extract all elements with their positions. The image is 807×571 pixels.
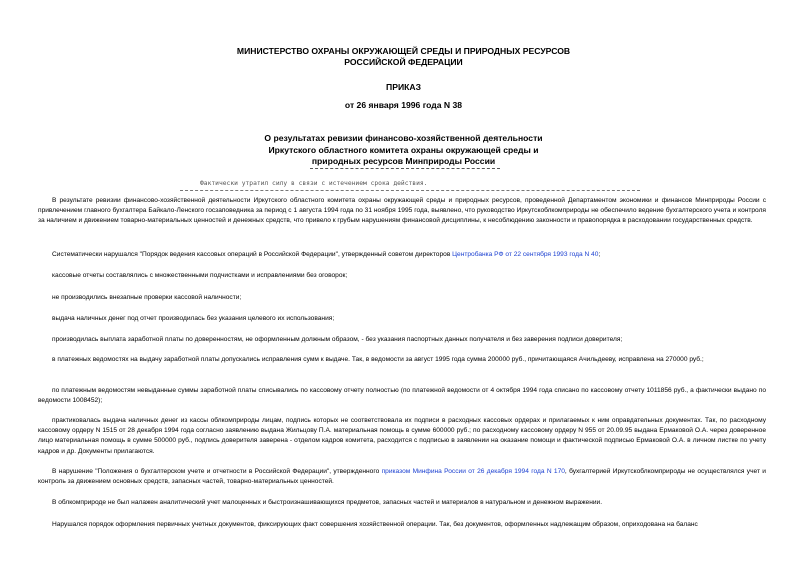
paragraph-12: Нарушался порядок оформления первичных учетных документов, фиксирующих факт совершения хозяйственной операции. Так, без документов, оформленных надлежащим образом, оприходована на баланс — [52, 521, 698, 528]
ministry-title — [0, 46, 807, 68]
document-subject — [0, 133, 807, 168]
ministry-line-1: МИНИСТЕРСТВО ОХРАНЫ ОКРУЖАЮЩЕЙ СРЕДЫ И ПРИРОДНЫХ РЕСУРСОВ — [236, 46, 571, 56]
document-date: от 26 января 1996 года N 38 — [344, 100, 463, 110]
status-note: Фактически утратил силу в связи с истечением срока действия. — [200, 180, 428, 187]
document-type: ПРИКАЗ — [386, 82, 421, 92]
paragraph-6: производилась выплата заработной платы по доверенностям, не оформленным должным образом, - без указания паспортных данных получателя и без заверения подписи доверителя; — [52, 336, 623, 343]
subject-line-3: природных ресурсов Минприроды России — [311, 156, 496, 166]
note-divider — [180, 190, 640, 191]
paragraph-8: по платежным ведомостям невыданные суммы заработной платы списывались по кассовому отчету полностью (по платежной ведомости от 4 октября 1994 года списано по кассовому отчету 1011856 руб., а фактически выдано по ведомости 1008452); — [38, 387, 766, 405]
paragraph-11: В облкомприроде не был налажен аналитический учет малоценных и быстроизнашивающихся предметов, запасных частей и материалов в натуральном и денежном выражении. — [52, 499, 603, 506]
paragraph-10-text: В нарушение "Положения о бухгалтерском учете и отчетности в Российской Федерации", утвержденного — [52, 468, 382, 475]
subject-line-1: О результатах ревизии финансово-хозяйственной деятельности — [264, 133, 543, 143]
paragraph-2-end: ; — [598, 251, 601, 258]
ministry-line-2: РОССИЙСКОЙ ФЕДЕРАЦИИ — [344, 57, 463, 67]
link-minfin-order[interactable]: приказом Минфина России от 26 декабря 1994 года N 170 — [381, 468, 565, 475]
subject-divider — [310, 168, 500, 171]
paragraph-5: выдача наличных денег под отчет производилась без указания целевого их использования; — [52, 315, 335, 322]
paragraph-4: не производились внезапные проверки кассовой наличности; — [52, 294, 242, 301]
paragraph-1: В результате ревизии финансово-хозяйственной деятельности Иркутского областного комитета охраны окружающей среды и природных ресурсов, проведенной Департаментом экономики и финансов Минприроды России с привлечением главного бухгалтера Байкало-Ленского госзаповедника за период с 1 августа 1994 года по 31 ноября 1995 года, выявлено, что руководство Иркутскоблкомприроды не обеспечило ведение бухгалтерского учета и контроля за наличием и движением товарно-материальных ценностей и денежных средств, что привело к грубым нарушениям финансовой дисциплины, к несоблюдению законности и правопорядка в расходовании государственных средств. — [38, 197, 766, 225]
paragraph-9: практиковалась выдача наличных денег из кассы облкомприроды лицам, подпись которых не соответствовала их подписи в расходных кассовых ордерах и прилагаемых к ним оправдательных документах. Так, по расходному кассовому ордеру N 1515 от 28 декабря 1994 года согласно заявлению выдана Жильцову П.А. материальная помощь в сумме 600000 руб.; по расходному кассовому ордеру N 955 от 20.09.95 выдана Ермаковой О.А. через доверенное лицо материальная помощь в сумме 500000 руб., подпись доверителя заверена - отделом кадров комитета, расходится с подписью в заявлении на оказание помощи и фактической подписью Ермаковой О.А. в личном листке по учету кадров и др. Документы прилагаются. — [38, 417, 766, 455]
paragraph-3: кассовые отчеты составлялись с множественными подчистками и исправлениями без оговорок; — [52, 272, 348, 279]
subject-line-2: Иркутского областного комитета охраны окружающей среды и — [268, 144, 539, 155]
paragraph-10 — [38, 467, 766, 487]
paragraph-10-end: , бухгалтерией Иркутскоблкомприроды не осуществлялся учет и контроль за движением основных средств, запасных частей, товарно-материальных ценностей. — [38, 468, 766, 486]
paragraph-7: в платежных ведомостях на выдачу заработной платы допускались исправления сумм к выдаче. Так, в ведомости за август 1995 года сумма 200000 руб., причитающаяся Ачильдееву, исправлена на 270000 руб.; — [52, 356, 704, 363]
link-centrobank-order[interactable]: Центробанка РФ от 22 сентября 1993 года N 40 — [452, 251, 599, 258]
paragraph-2-text: Систематически нарушался "Порядок ведения кассовых операций в Российской Федерации", утвержденный советом директоров — [52, 251, 453, 258]
paragraph-2 — [38, 250, 766, 260]
